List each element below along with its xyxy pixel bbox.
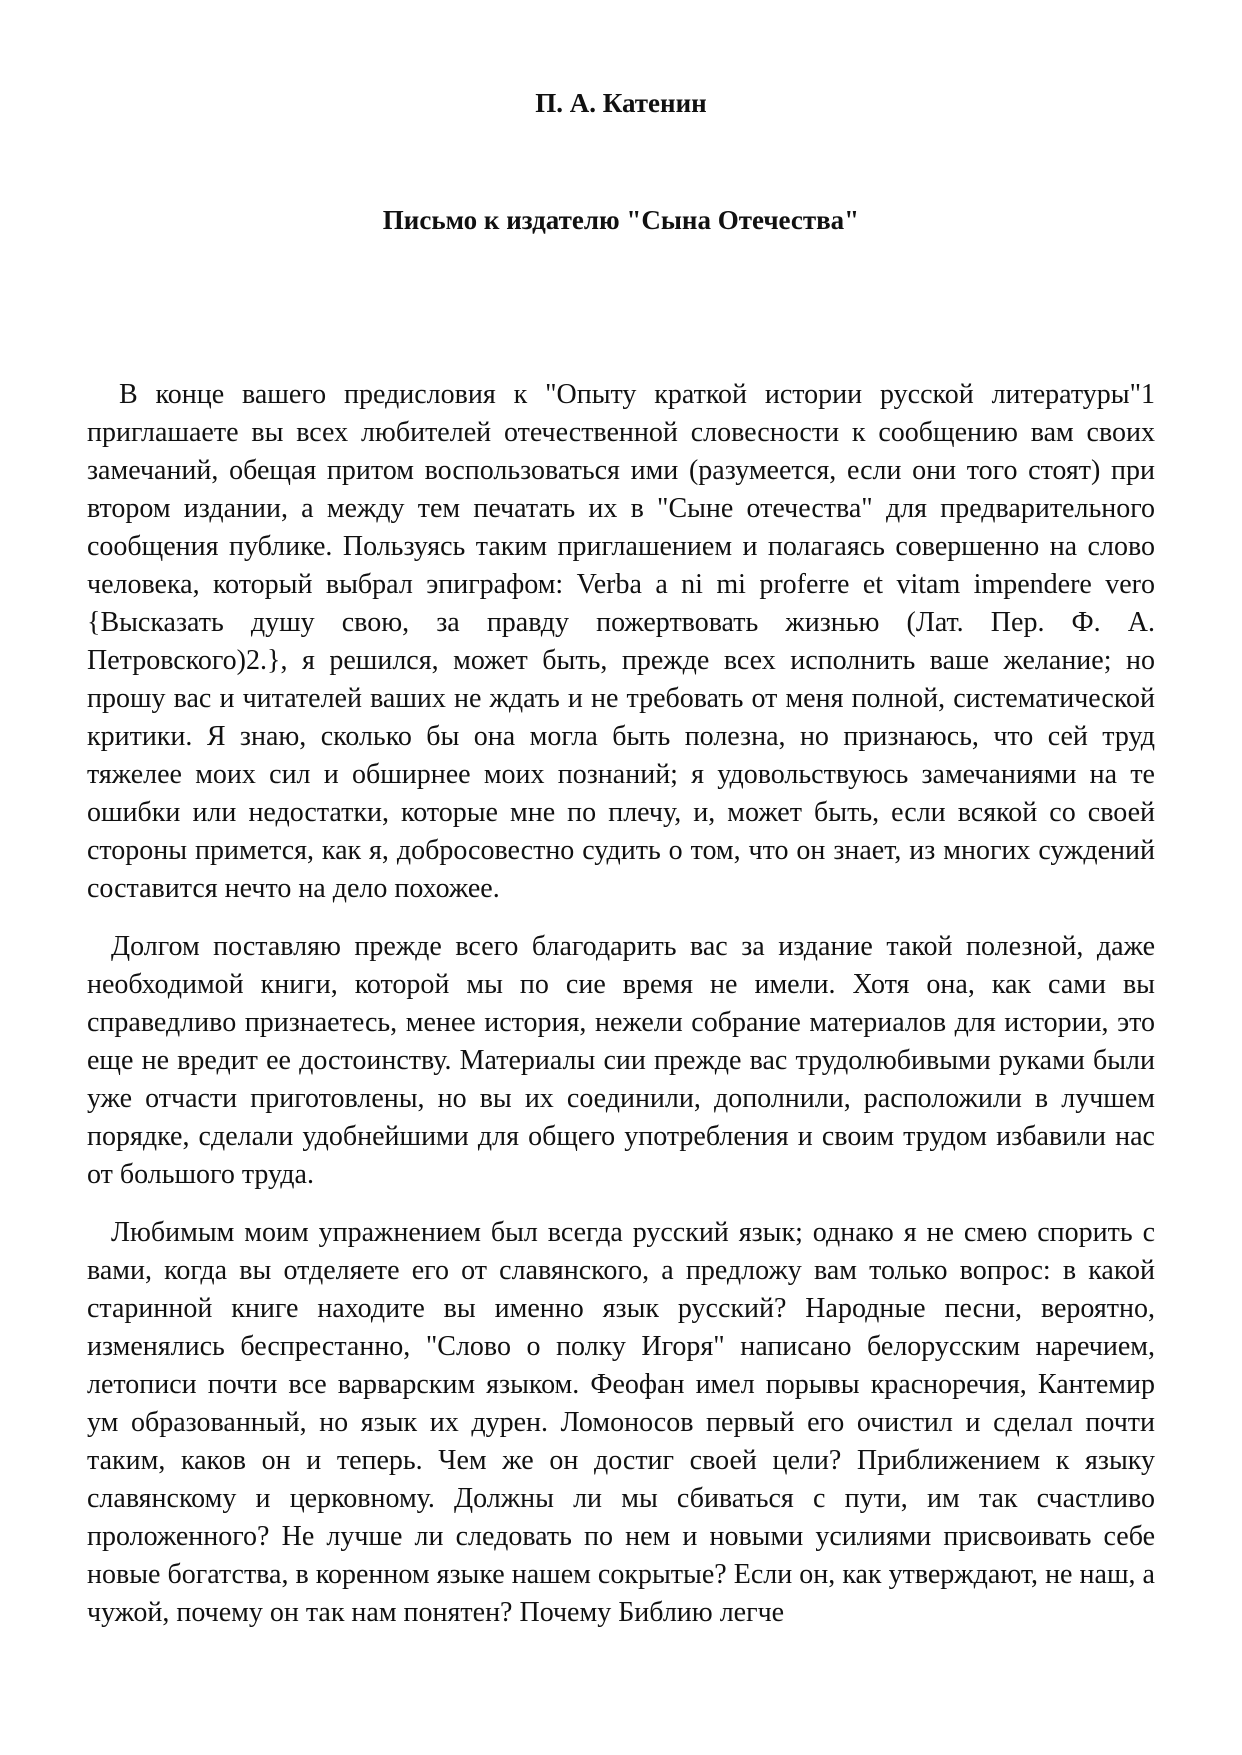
author-name: П. А. Катенин [535,88,707,118]
paragraph: Любимым моим упражнением был всегда русский язык; однако я не смею спорить с вами, когда вы отделяете его от славянского, а предложу вам только вопрос: в какой старинной книге находите вы именно язык русский? Народные песни, вероятно, изменялись беспрестанно, "Слово о полку Игоря" написано белорусским наречием, летописи почти все варварским языком. Феофан имел порывы красноречия, Кантемир ум образованный, но язык их дурен. Ломоносов первый его очистил и сделал почти таким, каков он и теперь. Чем же он достиг своей цели? Приближением к языку славянскому и церковному. Должны ли мы сбиваться с пути, им так счастливо проложенного? Не лучше ли следовать по нем и новыми усилиями присвоивать себе новые богатства, в коренном языке нашем сокрытые? Если он, как утверждают, не наш, а чужой, почему он так нам понятен? Почему Библию легче [87,1217,1155,1628]
paragraph: В конце вашего предисловия к "Опыту краткой истории русской литературы"1 приглашаете вы всех любителей отечественной словесности к сообщению вам своих замечаний, обещая притом воспользоваться ими (разумеется, если они того стоят) при втором издании, а между тем печатать их в "Сыне отечества" для предварительного сообщения публике. Пользуясь таким приглашением и полагаясь совершенно на слово человека, который выбрал эпиграфом: Verba a ni mi proferre et vitam impendere vero {Высказать душу свою, за правду пожертвовать жизнью (Лат. Пер. Ф. А. Петровского)2.}, я решился, может быть, прежде всех исполнить ваше желание; но прошу вас и читателей ваших не ждать и не требовать от меня полной, систематической критики. Я знаю, сколько бы она могла быть полезна, но признаюсь, что сей труд тяжелее моих сил и обширнее моих познаний; я удовольствуюсь замечаниями на те ошибки или недостатки, которые мне по плечу, и, может быть, если всякой со своей стороны примется, как я, добросовестно судить о том, что он знает, из многих суждений составится нечто на дело похожее. [87,379,1155,904]
paragraph: Долгом поставляю прежде всего благодарить вас за издание такой полезной, даже необходимой книги, которой мы по сие время не имели. Хотя она, как сами вы справедливо признаетесь, менее история, нежели собрание материалов для истории, это еще не вредит ее достоинству. Материалы сии прежде вас трудолюбивыми руками были уже отчасти приготовлены, но вы их соединили, дополнили, расположили в лучшем порядке, сделали удобнейшими для общего употребления и своим трудом избавили нас от большого труда. [87,931,1155,1190]
document-title: Письмо к издателю "Сына Отечества" [382,205,860,235]
body-text [87,376,1155,1652]
